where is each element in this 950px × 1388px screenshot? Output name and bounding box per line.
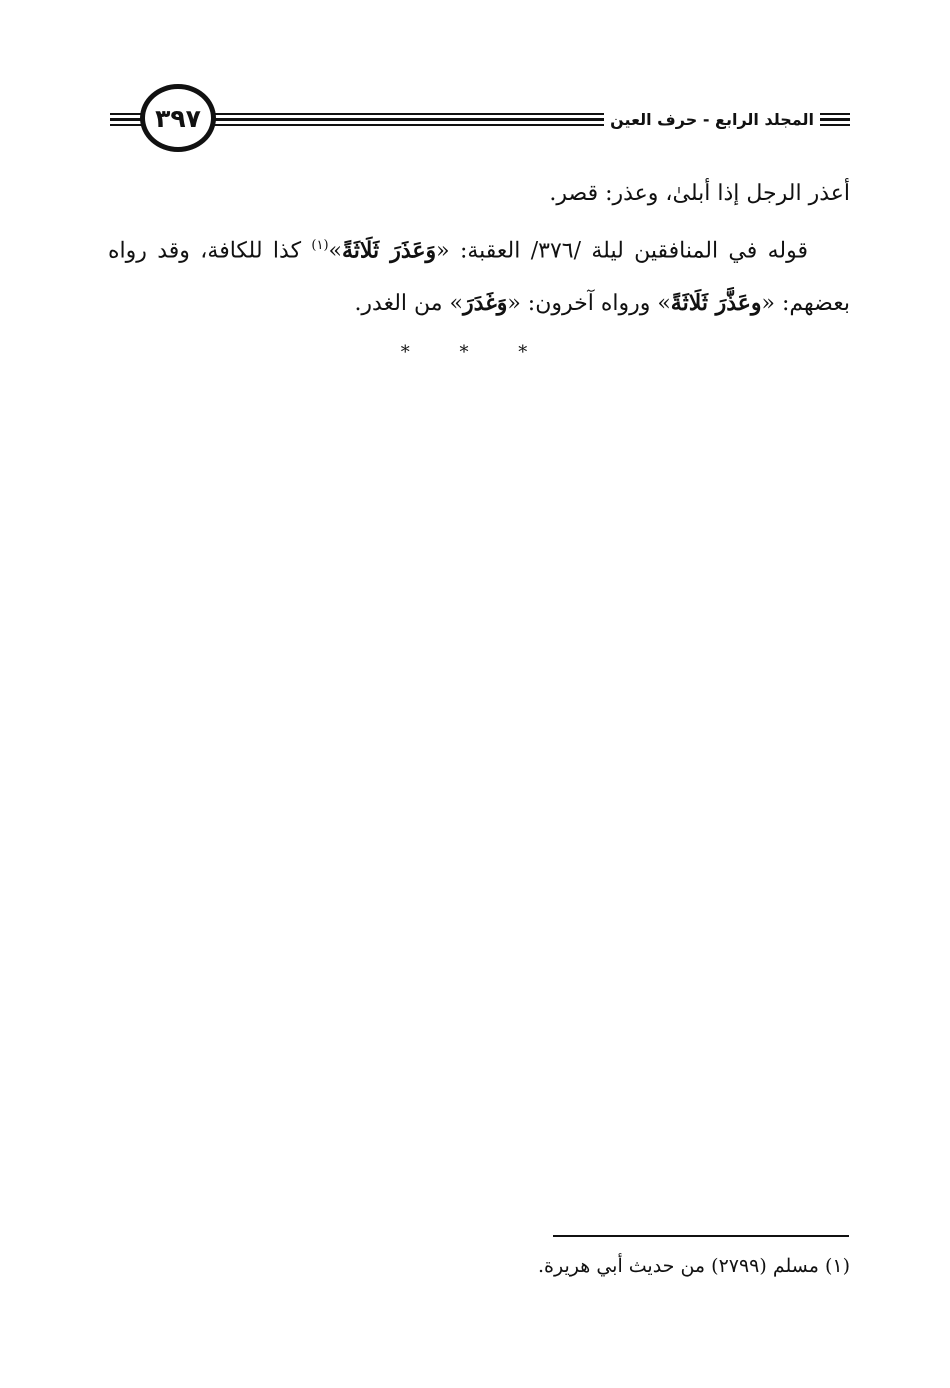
- footnote-ref: (١): [311, 238, 329, 253]
- quoted-word-1: وَعَذَرَ ثَلَاثَةً: [342, 237, 437, 264]
- quoted-word-3: وَغَدَرَ: [463, 290, 508, 317]
- para2-text-c: »: [328, 238, 343, 264]
- body-line-1: أعذر الرجل إذا أبلىٰ، وعذر: قصر.: [549, 181, 850, 206]
- quoted-word-2: وعَذَّرَ ثَلَاثَةً: [670, 290, 762, 317]
- section-separator: * * *: [400, 342, 550, 363]
- para2-text-h: » من الغدر.: [354, 291, 464, 317]
- body-paragraph-2: [108, 220, 850, 330]
- para2-text-f: » ورواه آخرون: «: [507, 291, 671, 317]
- footnote-rule: [553, 1235, 849, 1237]
- page-number-badge: [140, 84, 216, 152]
- page-number: ٣٩٧: [155, 103, 201, 133]
- footnote: (١) مسلم (٢٧٩٩) من حديث أبي هريرة.: [538, 1255, 850, 1277]
- running-title: المجلد الرابع - حرف العين: [604, 108, 820, 132]
- page-header: [0, 0, 950, 170]
- para2-text-a: قوله في المنافقين ليلة /٣٧٦/ العقبة: «: [436, 238, 809, 264]
- para2-text-d: كذا للكافة، وقد رواه بعضهم: «: [108, 238, 850, 317]
